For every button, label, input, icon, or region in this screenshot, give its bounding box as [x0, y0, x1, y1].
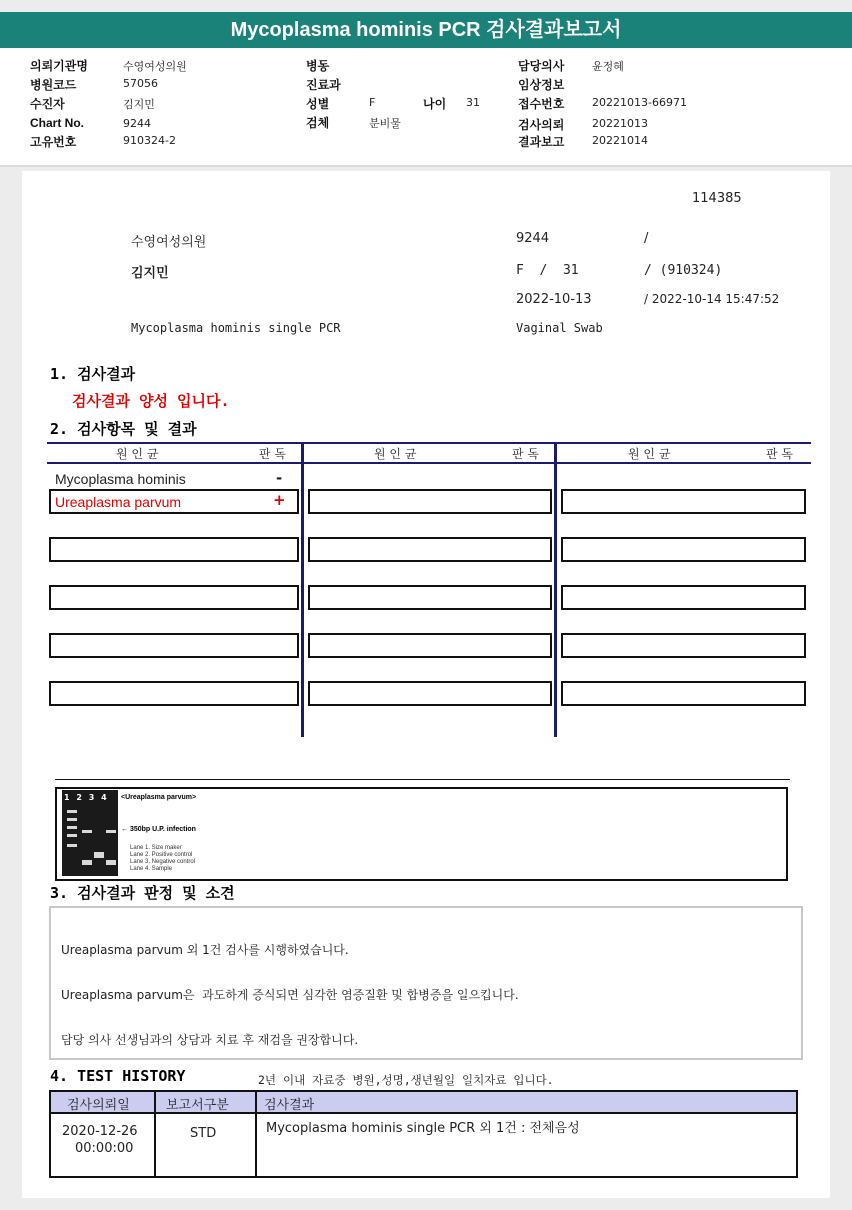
- opinion-line: 담당 의사 선생님과의 상담과 치료 후 재검을 권장합니다.: [61, 1033, 359, 1047]
- result-cell: [308, 633, 552, 658]
- gel-arrow-label: ← 350bp U.P. infection: [121, 826, 196, 833]
- meta-label: 진료과: [306, 78, 341, 92]
- history-date: 2020-12-26: [62, 1124, 138, 1139]
- lane-number: 4: [101, 793, 107, 802]
- request-date: 2022-10-13: [516, 292, 592, 307]
- report-title: Mycoplasma hominis PCR 검사결과보고서: [0, 12, 852, 48]
- lane-number: 2: [76, 793, 82, 802]
- history-header-rule: [49, 1112, 798, 1114]
- header-pathogen: 원 인 균: [628, 447, 671, 461]
- result-cell: [308, 489, 552, 514]
- meta-value: 20221013-66971: [592, 96, 687, 109]
- history-col-divider: [255, 1092, 257, 1176]
- section2-heading: 2. 검사항목 및 결과: [50, 420, 197, 438]
- meta-value: 57056: [123, 77, 158, 90]
- judge-result: +: [273, 491, 286, 509]
- header-judge: 판 독: [512, 447, 539, 461]
- hospital-name: 수영여성의원: [131, 235, 207, 250]
- result-cell: [49, 537, 299, 562]
- specimen: Vaginal Swab: [516, 321, 603, 335]
- meta-value: 910324-2: [123, 134, 176, 147]
- result-cell: [561, 489, 806, 514]
- separator: /: [644, 231, 649, 246]
- gel-legend-item: Lane 1. Size maker: [130, 845, 182, 851]
- meta-label: 접수번호: [518, 97, 565, 111]
- column-divider: [301, 442, 304, 737]
- meta-label: 나이: [423, 97, 447, 111]
- gel-title: <Ureaplasma parvum>: [121, 794, 197, 801]
- meta-label: 의뢰기관명: [30, 59, 88, 73]
- meta-label: 임상정보: [518, 78, 565, 92]
- history-col-divider: [154, 1092, 156, 1176]
- opinion-line: Ureaplasma parvum 외 1건 검사를 시행하였습니다.: [61, 943, 349, 957]
- column-divider: [554, 442, 557, 737]
- result-cell: [49, 585, 299, 610]
- gel-legend-item: Lane 2. Positive control: [130, 852, 193, 858]
- meta-value: 김지민: [123, 98, 155, 111]
- result-cell: [308, 585, 552, 610]
- header-judge: 판 독: [766, 447, 793, 461]
- gel-legend-item: Lane 4. Sample: [130, 866, 173, 872]
- result-cell: [49, 681, 299, 706]
- result-cell: [308, 681, 552, 706]
- header-judge: 판 독: [259, 447, 286, 461]
- meta-value: 31: [466, 96, 480, 109]
- history-result: Mycoplasma hominis single PCR 외 1건 : 전체음성: [266, 1121, 580, 1136]
- section3-heading: 3. 검사결과 판정 및 소견: [50, 884, 235, 902]
- result-cell: [561, 633, 806, 658]
- gel-legend-item: Lane 3. Negative control: [130, 859, 196, 865]
- history-type: STD: [190, 1126, 217, 1141]
- meta-label: 병동: [306, 59, 330, 73]
- table-top-rule: [47, 442, 811, 444]
- history-col-header: 검사결과: [264, 1098, 315, 1113]
- result-cell: [561, 537, 806, 562]
- meta-value: 9244: [123, 117, 151, 130]
- section1-heading: 1. 검사결과: [50, 365, 136, 383]
- lane-number: 3: [88, 793, 95, 802]
- meta-value: F: [369, 96, 376, 109]
- meta-label: 검체: [306, 116, 330, 130]
- opinion-line: Ureaplasma parvum은 과도하게 증식되면 심각한 염증질환 및 합병증을 일으킵니다.: [61, 988, 519, 1002]
- result-cell: [308, 537, 552, 562]
- table-header-rule: [47, 462, 811, 464]
- patient-name: 김지민: [131, 266, 169, 281]
- meta-label: 결과보고: [518, 135, 565, 149]
- history-col-header: 검사의뢰일: [67, 1098, 130, 1113]
- result-cell: [49, 633, 299, 658]
- result-cell: [561, 681, 806, 706]
- meta-label: 검사의뢰: [518, 118, 565, 132]
- meta-label: 담당의사: [518, 59, 565, 73]
- meta-value: 20221014: [592, 134, 648, 147]
- report-number: 114385: [692, 191, 742, 206]
- meta-value: 수영여성의원: [123, 60, 187, 73]
- meta-label: 성별: [306, 97, 330, 111]
- judge-result: -: [276, 469, 283, 487]
- header-pathogen: 원 인 균: [374, 447, 417, 461]
- test-name: Mycoplasma hominis single PCR: [131, 321, 341, 335]
- gel-top-rule: [55, 779, 790, 780]
- sex-age: F / 31: [516, 263, 579, 278]
- chart-number: 9244: [516, 231, 550, 246]
- meta-value: 분비물: [369, 117, 401, 130]
- result-cell: [561, 585, 806, 610]
- pathogen-name: Ureaplasma parvum: [55, 494, 182, 510]
- meta-label: Chart No.: [30, 116, 84, 130]
- report-date: / 2022-10-14 15:47:52: [644, 292, 780, 306]
- history-note: 2년 이내 자료중 병원,성명,생년월일 일치자료 입니다.: [258, 1073, 554, 1087]
- section4-heading: 4. TEST HISTORY: [50, 1067, 186, 1085]
- gel-legend: [130, 845, 195, 873]
- header-pathogen: 원 인 균: [116, 447, 159, 461]
- meta-value: 20221013: [592, 117, 648, 130]
- history-col-header: 보고서구분: [166, 1098, 229, 1113]
- history-header-row: [51, 1092, 796, 1112]
- meta-label: 병원코드: [30, 78, 77, 92]
- lane-number: 1: [64, 793, 70, 802]
- pathogen-name: Mycoplasma hominis: [55, 471, 186, 487]
- meta-label: 고유번호: [30, 135, 77, 149]
- birth-date: / (910324): [644, 263, 723, 278]
- meta-label: 수진자: [30, 97, 65, 111]
- lane-numbers: [64, 793, 107, 802]
- opinion-text: [61, 913, 519, 1063]
- gel-electrophoresis-image: [62, 790, 118, 876]
- meta-value: 윤정혜: [592, 60, 624, 73]
- history-time: 00:00:00: [75, 1141, 134, 1156]
- result-summary: 검사결과 양성 입니다.: [72, 392, 230, 410]
